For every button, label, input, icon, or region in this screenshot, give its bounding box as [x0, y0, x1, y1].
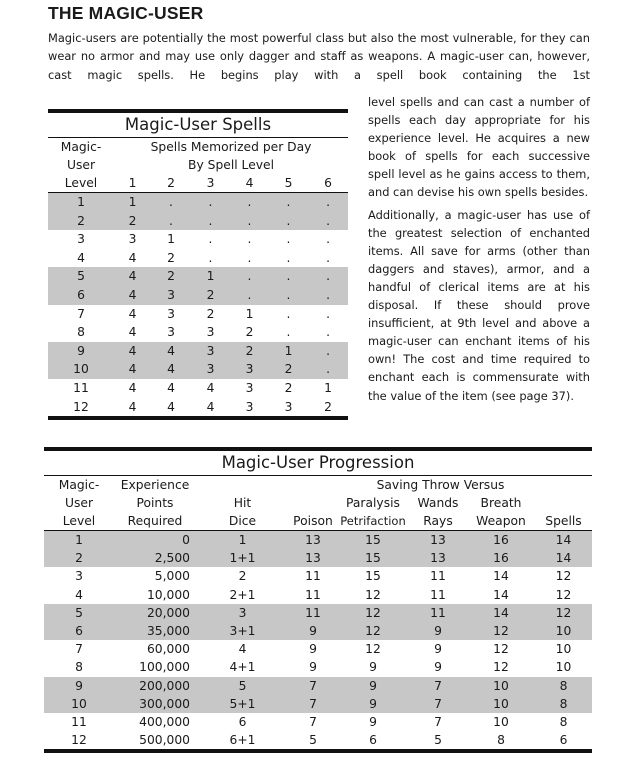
- table-cell: 1+1: [196, 549, 289, 567]
- header-poison: Poison: [293, 514, 333, 528]
- table-cell: 2: [230, 342, 269, 361]
- table-cell: 10: [535, 622, 592, 640]
- table-row: [48, 398, 348, 419]
- table-cell: 13: [289, 549, 337, 567]
- table-cell: 2: [269, 360, 308, 379]
- header-spell-level: 1: [128, 176, 137, 190]
- table-cell: 7: [77, 306, 85, 321]
- table-cell: 2: [238, 569, 247, 584]
- table-cell: 12: [337, 622, 409, 640]
- table-cell: 2: [151, 267, 191, 286]
- header-wands-line: Wands: [417, 496, 459, 510]
- progression-table-body: [44, 531, 592, 752]
- table-cell: 500,000: [139, 733, 190, 748]
- table-row: [48, 193, 348, 212]
- table-cell: 9: [369, 660, 377, 675]
- table-cell: 3: [151, 286, 191, 305]
- table-cell: 5: [44, 604, 114, 622]
- table-cell: 3: [196, 604, 289, 622]
- table-cell: 16: [467, 531, 535, 550]
- table-cell: 2: [191, 286, 230, 305]
- table-cell: 7: [75, 642, 83, 657]
- table-cell: 11: [289, 604, 337, 622]
- table-cell: 5: [196, 677, 289, 695]
- table-cell: 11: [73, 380, 89, 395]
- table-cell: 12: [555, 569, 572, 584]
- table-cell: 10: [493, 715, 509, 730]
- table-cell: 7: [309, 715, 317, 730]
- table-cell: 12: [337, 604, 409, 622]
- table-cell: 1: [44, 531, 114, 550]
- table-cell: .: [308, 286, 348, 305]
- table-row: [44, 586, 592, 604]
- table-cell: .: [326, 325, 330, 340]
- table-cell: 12: [71, 733, 87, 748]
- side-paragraph: level spells and can cast a number of spells each day appropriate for his experience level. He acquires a new book of spells for each successive spell level as he gains access to them, and can devise his own spells besides.: [368, 95, 590, 200]
- table-cell: 11: [305, 569, 321, 584]
- table-cell: 13: [409, 531, 467, 550]
- header-paralysis-line: Petrifaction: [340, 514, 406, 528]
- header-breath-line: Weapon: [476, 514, 526, 528]
- table-cell: 6: [369, 733, 377, 748]
- table-row: [44, 713, 592, 731]
- table-cell: 35,000: [114, 622, 196, 640]
- table-cell: 8: [559, 715, 568, 730]
- table-row: [44, 604, 592, 622]
- table-cell: 1: [196, 531, 289, 550]
- table-cell: 7: [409, 695, 467, 713]
- table-cell: 12: [535, 604, 592, 622]
- table-row: [44, 677, 592, 695]
- header-spell-level: 2: [167, 176, 175, 190]
- table-cell: .: [208, 250, 213, 265]
- table-cell: 8: [535, 695, 592, 713]
- table-cell: 2,500: [114, 549, 196, 567]
- table-cell: 15: [365, 569, 381, 584]
- header-xp-line: Points: [136, 496, 174, 510]
- table-row: [48, 267, 348, 286]
- table-cell: 11: [71, 715, 87, 730]
- table-row: [44, 658, 592, 676]
- table-cell: 10: [44, 695, 114, 713]
- header-blank: [535, 494, 592, 512]
- table-cell: 1: [324, 380, 332, 395]
- table-cell: 1: [114, 193, 151, 212]
- table-cell: 100,000: [139, 660, 190, 675]
- header-level-line: User: [66, 158, 96, 172]
- table-cell: 3: [230, 360, 269, 379]
- table-cell: 1: [191, 267, 230, 286]
- table-cell: 1: [269, 342, 308, 361]
- table-cell: 4: [75, 587, 83, 602]
- table-cell: 6: [44, 622, 114, 640]
- table-cell: 6: [238, 715, 247, 730]
- table-cell: 4: [128, 399, 137, 414]
- header-blank: [196, 476, 289, 494]
- table-cell: .: [208, 232, 213, 247]
- header-spell-level: 3: [206, 176, 215, 190]
- table-cell: 1: [48, 193, 114, 212]
- table-cell: 400,000: [139, 715, 190, 730]
- table-cell: 9: [369, 715, 377, 730]
- table-cell: 4: [167, 380, 175, 395]
- table-cell: 2: [324, 399, 332, 414]
- table-cell: 2: [206, 306, 215, 321]
- table-cell: .: [326, 232, 330, 247]
- intro-paragraph: Magic-users are potentially the most powerful class but also the most vulnerable, for they can wear no armor and may use only dagger and staff as weapons. A magic-user can, however, cast magic spells. He begins play with a spell book containing the 1st: [48, 31, 590, 82]
- table-cell: 12: [365, 587, 381, 602]
- table-cell: 5: [434, 733, 442, 748]
- table-cell: 2: [114, 212, 151, 231]
- header-spell-level: 6: [324, 176, 332, 190]
- table-cell: 2: [44, 549, 114, 567]
- table-cell: .: [230, 212, 269, 231]
- table-cell: 9: [48, 342, 114, 361]
- table-cell: 9: [309, 660, 317, 675]
- table-cell: 2: [284, 380, 293, 395]
- table-cell: 15: [337, 549, 409, 567]
- table-row: [48, 286, 348, 305]
- table-cell: 14: [493, 587, 509, 602]
- table-cell: 8: [497, 733, 505, 748]
- table-cell: 13: [289, 531, 337, 550]
- table-row: [48, 305, 348, 324]
- table-cell: .: [308, 342, 348, 361]
- spells-table-body: [48, 193, 348, 419]
- table-cell: 14: [535, 549, 592, 567]
- table-cell: 10: [555, 660, 572, 675]
- table-cell: 8: [77, 325, 85, 340]
- table-cell: 12: [555, 587, 572, 602]
- table-cell: 15: [337, 531, 409, 550]
- table-row: [48, 230, 348, 249]
- table-cell: 14: [493, 569, 509, 584]
- table-cell: 4: [206, 399, 215, 414]
- table-cell: .: [308, 267, 348, 286]
- table-cell: .: [269, 212, 308, 231]
- header-spells-line: By Spell Level: [188, 158, 275, 172]
- table-cell: 4: [151, 360, 191, 379]
- table-cell: 20,000: [114, 604, 196, 622]
- section-heading: THE MAGIC-USER: [48, 3, 204, 23]
- table-cell: 11: [430, 587, 446, 602]
- table-cell: .: [326, 250, 330, 265]
- table-cell: 12: [467, 622, 535, 640]
- table-cell: 2: [245, 325, 254, 340]
- table-cell: 2: [48, 212, 114, 231]
- header-breath-line: Breath: [480, 496, 522, 510]
- table-cell: 5: [48, 267, 114, 286]
- header-level-line: Level: [64, 176, 98, 190]
- table-cell: 60,000: [146, 642, 190, 657]
- table-cell: 4: [114, 267, 151, 286]
- table-cell: 12: [73, 399, 89, 414]
- table-row: [48, 342, 348, 361]
- table-cell: .: [151, 212, 191, 231]
- table-row: [48, 212, 348, 231]
- table-cell: 3: [191, 360, 230, 379]
- table-cell: 9: [434, 660, 442, 675]
- table-cell: 7: [409, 677, 467, 695]
- table-cell: 6: [559, 733, 568, 748]
- table-cell: 4: [206, 380, 215, 395]
- table-cell: 4: [128, 306, 137, 321]
- table-cell: 5: [309, 733, 317, 748]
- table-row: [44, 549, 592, 567]
- header-level-line: Magic-: [58, 478, 100, 492]
- magic-user-spells-table: [48, 109, 348, 420]
- table-row: [44, 695, 592, 713]
- table-cell: .: [247, 232, 252, 247]
- table-cell: .: [269, 286, 308, 305]
- table-cell: 14: [467, 604, 535, 622]
- table-cell: 16: [467, 549, 535, 567]
- table-cell: 3: [128, 232, 137, 247]
- table-cell: 300,000: [114, 695, 196, 713]
- table-cell: .: [269, 193, 308, 212]
- table-cell: .: [286, 250, 291, 265]
- table-cell: .: [247, 250, 252, 265]
- table-cell: 5+1: [196, 695, 289, 713]
- table-row: [44, 640, 592, 658]
- table-row: [48, 249, 348, 268]
- header-hd-line: Dice: [228, 514, 257, 528]
- header-spell-level: 4: [245, 176, 254, 190]
- table-cell: .: [286, 325, 291, 340]
- header-wands-line: Rays: [423, 514, 453, 528]
- table-cell: 4: [128, 325, 137, 340]
- table-row: [44, 531, 592, 550]
- table-cell: 4: [167, 399, 175, 414]
- table-cell: 3: [167, 306, 175, 321]
- table-cell: 10: [467, 695, 535, 713]
- table-cell: 4+1: [229, 660, 256, 675]
- table-cell: 14: [535, 531, 592, 550]
- table-cell: .: [269, 267, 308, 286]
- table-cell: 9: [44, 677, 114, 695]
- table-cell: 11: [409, 604, 467, 622]
- table-row: [44, 731, 592, 751]
- table-cell: 9: [289, 622, 337, 640]
- table-cell: 4: [128, 380, 137, 395]
- table-row: [48, 379, 348, 398]
- table-cell: 9: [337, 677, 409, 695]
- table-cell: 3: [245, 399, 254, 414]
- table-cell: 3: [167, 325, 175, 340]
- spells-table-title: Magic-User Spells: [124, 115, 272, 134]
- table-cell: 1: [167, 232, 175, 247]
- table-cell: 200,000: [114, 677, 196, 695]
- table-cell: 12: [493, 660, 509, 675]
- table-cell: .: [191, 212, 230, 231]
- table-cell: 4: [77, 250, 85, 265]
- table-cell: 3+1: [196, 622, 289, 640]
- table-cell: .: [326, 306, 330, 321]
- table-cell: 3: [245, 380, 254, 395]
- table-row: [48, 323, 348, 342]
- table-cell: 12: [493, 642, 509, 657]
- table-cell: 8: [75, 660, 83, 675]
- table-cell: 10: [467, 677, 535, 695]
- table-cell: 4: [151, 342, 191, 361]
- table-cell: 10: [48, 360, 114, 379]
- header-blank: [289, 494, 337, 512]
- table-cell: 10: [555, 642, 572, 657]
- table-cell: 6: [48, 286, 114, 305]
- table-cell: 3: [206, 325, 215, 340]
- table-cell: 0: [114, 531, 196, 550]
- header-spells: Spells: [545, 514, 582, 528]
- table-cell: 3: [191, 342, 230, 361]
- side-text: [368, 93, 590, 405]
- table-row: [44, 567, 592, 585]
- table-cell: 7: [434, 715, 442, 730]
- header-hd-line: Hit: [233, 496, 252, 510]
- table-cell: .: [230, 267, 269, 286]
- table-cell: 3: [77, 232, 85, 247]
- header-spell-level: 5: [284, 176, 293, 190]
- table-cell: 5,000: [154, 569, 190, 584]
- table-cell: 4: [114, 286, 151, 305]
- magic-user-progression-table: [44, 447, 592, 753]
- table-cell: .: [286, 306, 291, 321]
- table-cell: 2+1: [229, 587, 256, 602]
- table-cell: .: [308, 193, 348, 212]
- table-cell: 12: [365, 642, 381, 657]
- table-cell: 2: [167, 250, 175, 265]
- table-cell: 1: [245, 306, 254, 321]
- table-cell: 4: [114, 342, 151, 361]
- table-cell: .: [308, 212, 348, 231]
- header-level-line: Magic-: [60, 140, 102, 154]
- table-cell: .: [286, 232, 291, 247]
- header-xp-line: Experience: [120, 478, 190, 492]
- table-cell: .: [191, 193, 230, 212]
- table-cell: .: [230, 193, 269, 212]
- progression-table-title: Magic-User Progression: [221, 453, 415, 472]
- table-cell: 9: [409, 622, 467, 640]
- side-paragraph: Additionally, a magic-user has use of the greatest selection of enchanted items. All save for arms (other than daggers and staves), armor, and a handful of clerical items are at his disposal. If these should prove insufficient, at 9th level and above a magic-user can enchant items of his own! The cost and time required to enchant each is commensurate with the value of the item (see page 37).: [368, 207, 590, 403]
- header-paralysis-line: Paralysis: [346, 496, 400, 510]
- header-spells-line: Spells Memorized per Day: [150, 140, 312, 154]
- table-cell: .: [151, 193, 191, 212]
- table-cell: 6+1: [229, 733, 256, 748]
- table-cell: 4: [238, 642, 247, 657]
- table-cell: .: [308, 360, 348, 379]
- table-cell: 7: [289, 677, 337, 695]
- header-xp-line: Required: [127, 514, 183, 528]
- table-cell: 10,000: [146, 587, 190, 602]
- table-row: [48, 360, 348, 379]
- header-level-line: Level: [62, 514, 96, 528]
- table-cell: 7: [289, 695, 337, 713]
- header-saving-throw: Saving Throw Versus: [376, 478, 505, 492]
- table-cell: 4: [114, 360, 151, 379]
- table-row: [44, 622, 592, 640]
- header-level-line: User: [64, 496, 94, 510]
- table-cell: 4: [128, 250, 137, 265]
- table-cell: 9: [309, 642, 317, 657]
- table-cell: 3: [284, 399, 293, 414]
- table-cell: 3: [75, 569, 83, 584]
- table-cell: 9: [337, 695, 409, 713]
- table-cell: 11: [430, 569, 446, 584]
- table-cell: 13: [409, 549, 467, 567]
- table-cell: 9: [434, 642, 442, 657]
- table-cell: 8: [535, 677, 592, 695]
- table-cell: 11: [305, 587, 321, 602]
- table-cell: .: [230, 286, 269, 305]
